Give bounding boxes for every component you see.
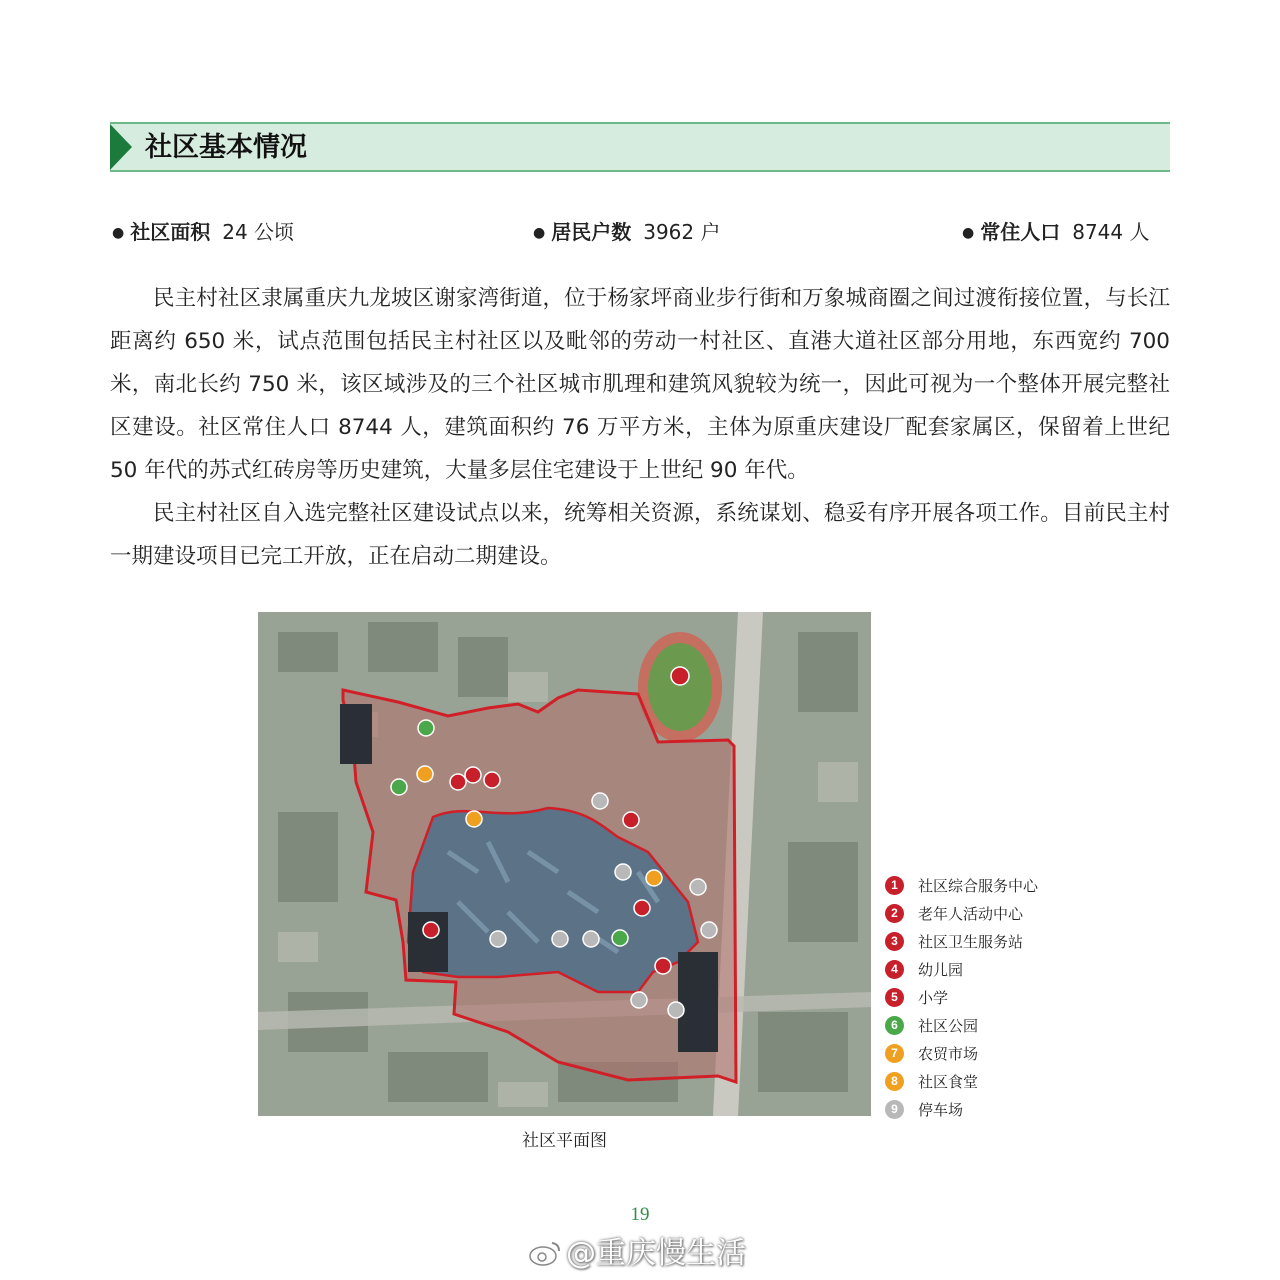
legend-number-icon: 5 [885, 988, 904, 1007]
bullet-icon: ● [533, 225, 546, 241]
legend-label: 社区食堂 [918, 1072, 979, 1091]
legend-number-icon: 7 [885, 1044, 904, 1063]
legend-item [885, 1067, 1038, 1095]
legend-label: 老年人活动中心 [918, 904, 1024, 923]
stat-value: 8744 人 [1072, 220, 1150, 244]
legend-number-icon: 6 [885, 1016, 904, 1035]
legend-item [885, 871, 1038, 899]
legend-label: 社区卫生服务站 [918, 932, 1024, 951]
community-map-image [258, 612, 871, 1116]
stat-households [533, 215, 720, 250]
legend-number-icon: 3 [885, 932, 904, 951]
map-caption: 社区平面图 [522, 1131, 607, 1151]
body-paragraph: 民主村社区自入选完整社区建设试点以来，统筹相关资源，系统谋划、稳妥有序开展各项工作。目前民主村一期建设项目已完工开放，正在启动二期建设。 [110, 501, 1170, 569]
legend-item [885, 983, 1038, 1011]
section-title: 社区基本情况 [145, 132, 307, 163]
legend-item [885, 899, 1038, 927]
legend-item [885, 927, 1038, 955]
legend-number-icon: 2 [885, 904, 904, 923]
legend-item [885, 1011, 1038, 1039]
legend-item [885, 1095, 1038, 1123]
legend-label: 农贸市场 [918, 1044, 979, 1063]
bullet-icon: ● [962, 225, 975, 241]
stat-value: 24 公顷 [222, 220, 295, 244]
stat-label: 社区面积 [130, 220, 211, 244]
legend-label: 幼儿园 [918, 960, 964, 979]
legend-label: 社区综合服务中心 [918, 876, 1039, 895]
weibo-logo-icon [528, 1238, 562, 1268]
legend-item [885, 1039, 1038, 1067]
legend-number-icon: 8 [885, 1072, 904, 1091]
stat-label: 居民户数 [551, 220, 632, 244]
legend-number-icon: 9 [885, 1100, 904, 1119]
stat-population [962, 215, 1149, 250]
section-header-arrow-icon [110, 124, 132, 170]
bullet-icon: ● [112, 225, 125, 241]
map-legend [885, 871, 1038, 1123]
watermark [528, 1228, 746, 1272]
body-paragraph: 民主村社区隶属重庆九龙坡区谢家湾街道，位于杨家坪商业步行街和万象城商圈之间过渡衔接位置，与长江距离约 650 米，试点范围包括民主村社区以及毗邻的劳动一村社区、直港大道社区部分用地，东西宽约 700 米，南北长约 750 米，该区域涉及的三个社区城市肌理和建筑风貌较为统一，因此可视为一个整体开展完整社区建设。社区常住人口 8744 人，建筑面积约 76 万平方米，主体为原重庆建设厂配套家属区，保留着上世纪 50 年代的苏式红砖房等历史建筑，大量多层住宅建设于上世纪 90 年代。 [110, 286, 1170, 483]
page-number: 19 [630, 1204, 650, 1225]
legend-label: 停车场 [918, 1100, 964, 1119]
stat-value: 3962 户 [643, 220, 721, 244]
legend-label: 社区公园 [918, 1016, 979, 1035]
stat-label: 常住人口 [980, 220, 1061, 244]
watermark-text: @重庆慢生活 [566, 1236, 746, 1271]
stat-area [112, 215, 294, 250]
legend-number-icon: 1 [885, 876, 904, 895]
legend-item [885, 955, 1038, 983]
legend-number-icon: 4 [885, 960, 904, 979]
legend-label: 小学 [918, 988, 949, 1007]
